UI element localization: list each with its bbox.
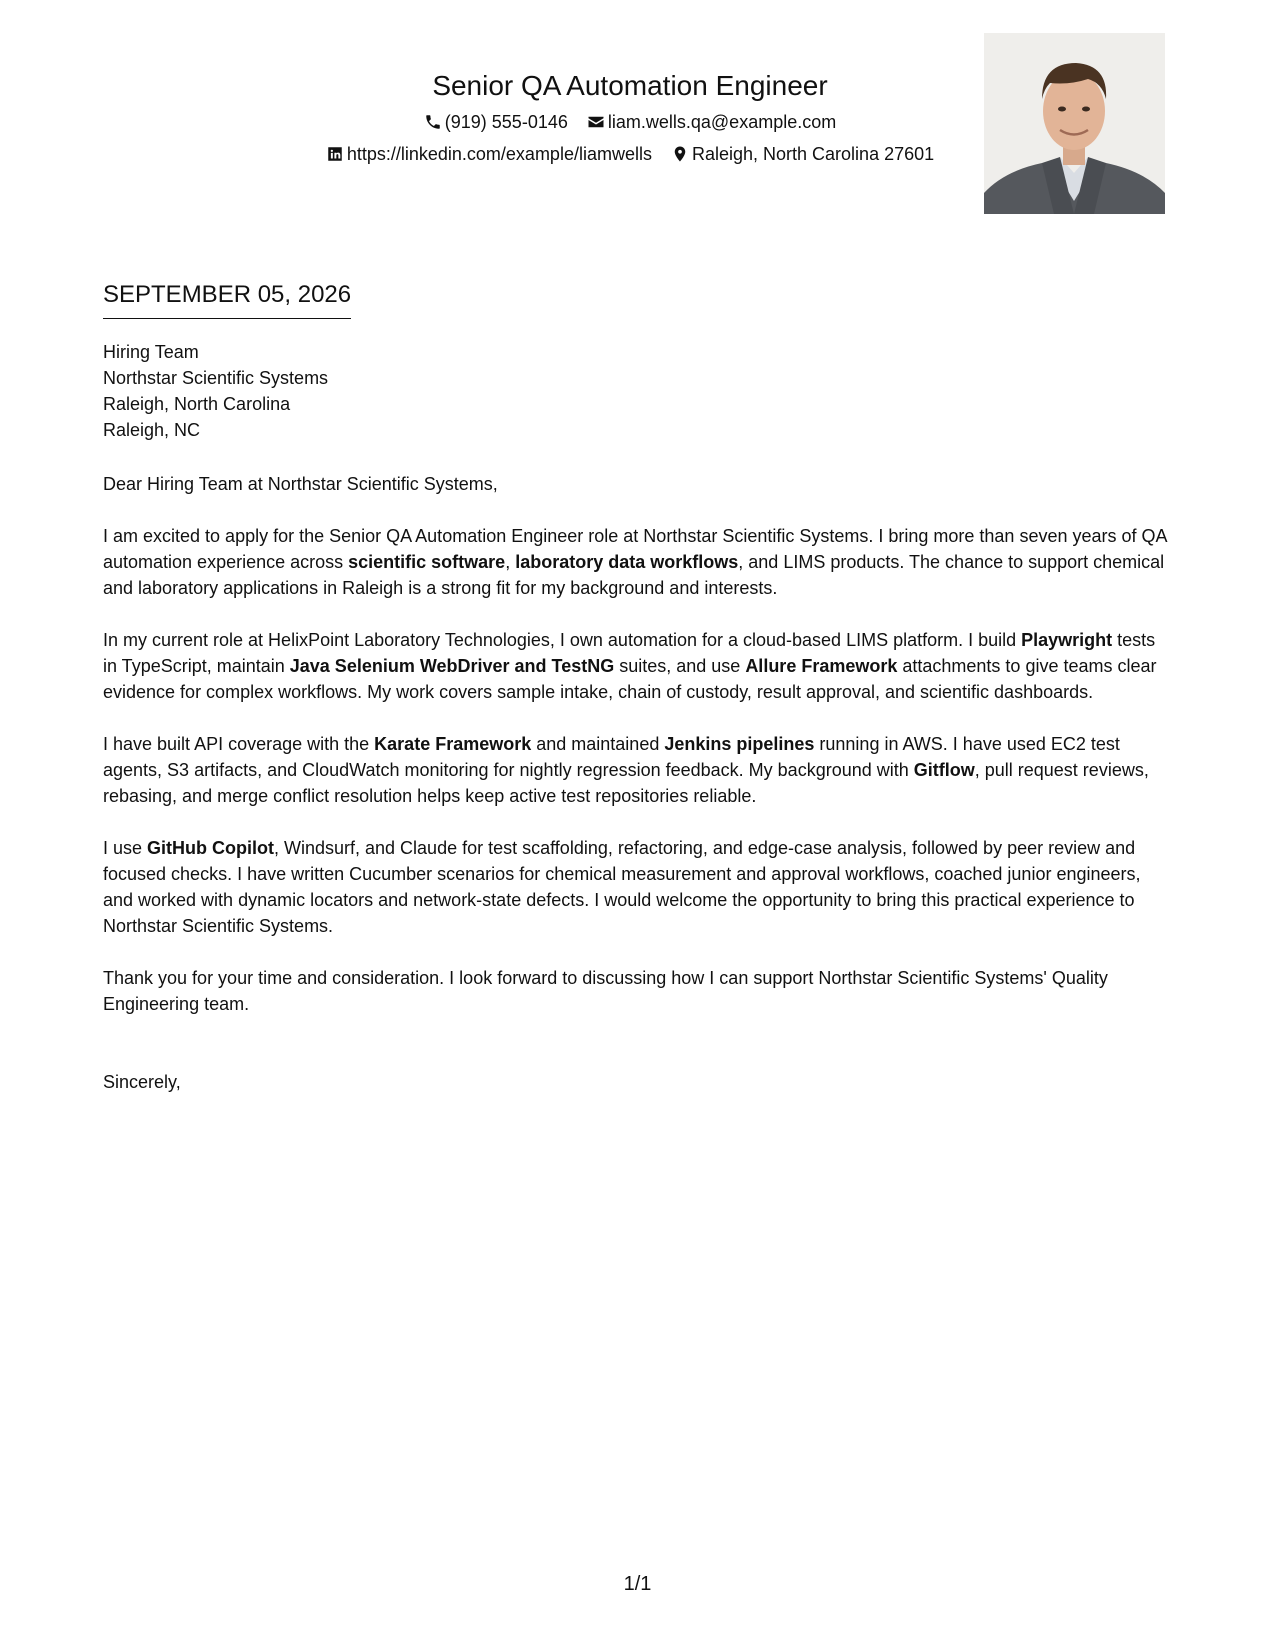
- letter-body: [103, 279, 1171, 1095]
- paragraph-text: I have built API coverage with the: [103, 734, 375, 754]
- salutation: Dear Hiring Team at Northstar Scientific Systems,: [103, 474, 498, 494]
- portrait-illustration: [984, 33, 1165, 214]
- paragraph-text: I am excited to apply for the Senior QA Automation Engineer role at Northstar Scientific Systems. I bring more than seven years of QA automation experience across: [103, 526, 1167, 572]
- recipient-line: Raleigh, NC: [103, 420, 201, 440]
- paragraph-highlight: Playwright: [1021, 630, 1113, 650]
- phone-text: (919) 555-0146: [444, 112, 568, 132]
- linkedin-icon: [326, 145, 344, 163]
- closing: Sincerely,: [103, 1072, 181, 1092]
- body-paragraph: [103, 627, 1171, 705]
- paragraph-highlight: Java Selenium WebDriver and TestNG: [289, 656, 615, 676]
- paragraph-text: , and LIMS products. The chance to support chemical and laboratory applications in Raleigh is a strong fit for my background and interests.: [103, 552, 1165, 598]
- phone-icon: [424, 113, 442, 131]
- paragraph-highlight: GitHub Copilot: [147, 838, 274, 858]
- paragraph-text: attachments to give teams clear evidence for complex workflows. My work covers sample intake, chain of custody, result approval, and scientific dashboards.: [103, 656, 1157, 702]
- paragraph-highlight: Jenkins pipelines: [664, 734, 815, 754]
- phone-contact: [424, 110, 568, 134]
- paragraph-highlight: Gitflow: [913, 760, 975, 780]
- paragraph-text: and maintained: [531, 734, 665, 754]
- body-paragraph: [103, 731, 1171, 809]
- paragraph-highlight: Karate Framework: [374, 734, 532, 754]
- paragraph-text: tests in TypeScript, maintain: [103, 630, 1156, 676]
- page-number: 1/1: [623, 1573, 652, 1595]
- body-paragraph: [103, 965, 1171, 1017]
- paragraph-highlight: laboratory data workflows: [515, 552, 739, 572]
- paragraph-text: ,: [505, 552, 516, 572]
- recipient-line: Raleigh, North Carolina: [103, 394, 291, 414]
- paragraph-text: In my current role at HelixPoint Laboratory Technologies, I own automation for a cloud-based LIMS platform. I build: [103, 630, 1022, 650]
- location-text: Raleigh, North Carolina 27601: [691, 144, 935, 164]
- paragraph-text: I use: [103, 838, 148, 858]
- email-contact: [587, 110, 836, 134]
- paragraph-text: suites, and use: [614, 656, 746, 676]
- body-paragraph: [103, 523, 1171, 601]
- recipient-block: [103, 339, 1171, 443]
- paragraph-text: running in AWS. I have used EC2 test agents, S3 artifacts, and CloudWatch monitoring for nightly regression feedback. My background with: [103, 734, 1120, 780]
- body-paragraph: [103, 835, 1171, 939]
- map-marker-icon: [671, 145, 689, 163]
- letter-date: SEPTEMBER 05, 2026: [103, 279, 351, 319]
- paragraph-text: , pull request reviews, rebasing, and merge conflict resolution helps keep active test repositories reliable.: [103, 760, 1149, 806]
- recipient-line: Northstar Scientific Systems: [103, 368, 329, 388]
- email-text: liam.wells.qa@example.com: [607, 112, 837, 132]
- profile-photo: [984, 33, 1165, 214]
- paragraph-highlight: Allure Framework: [745, 656, 898, 676]
- paragraph-text: Thank you for your time and consideration. I look forward to discussing how I can support Northstar Scientific Systems' Quality Engineering team.: [103, 968, 1108, 1014]
- recipient-line: Hiring Team: [103, 342, 199, 362]
- linkedin-contact: [326, 142, 652, 166]
- envelope-icon: [587, 113, 605, 131]
- linkedin-text: https://linkedin.com/example/liamwells: [346, 144, 652, 164]
- paragraph-text: , Windsurf, and Claude for test scaffolding, refactoring, and edge-case analysis, followed by peer review and focused checks. I have written Cucumber scenarios for chemical measurement and approval workflows, coached junior engineers, and worked with dynamic locators and network-state defects. I would welcome the opportunity to bring this practical experience to Northstar Scientific Systems.: [103, 838, 1141, 936]
- location-contact: [671, 142, 934, 166]
- job-title: Senior QA Automation Engineer: [432, 70, 828, 101]
- paragraph-highlight: scientific software: [348, 552, 506, 572]
